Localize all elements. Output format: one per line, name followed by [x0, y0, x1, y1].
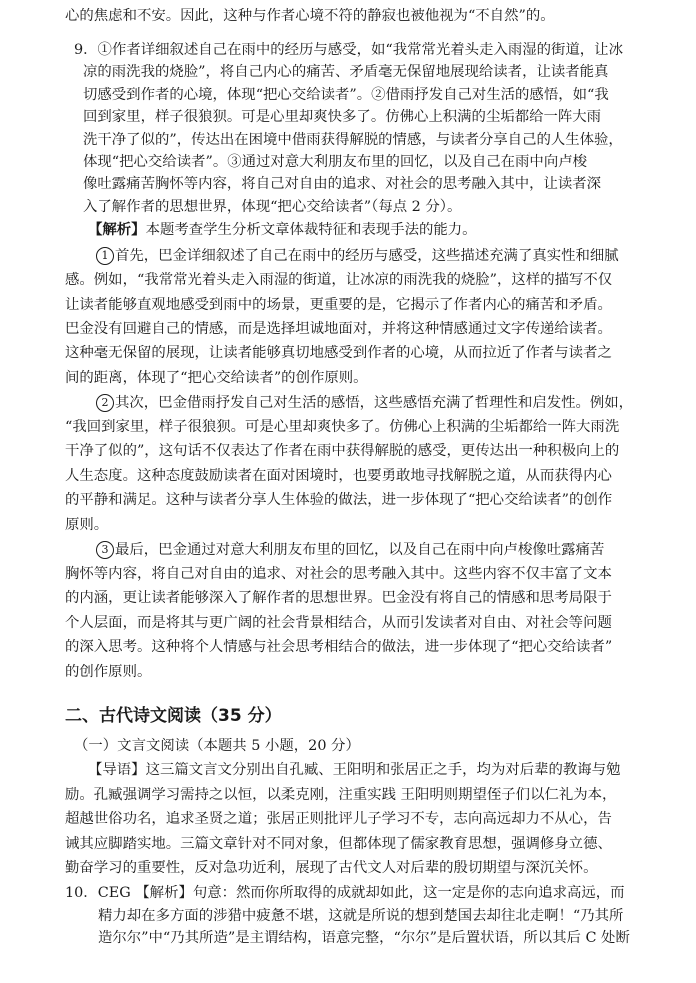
- line-text: 的内涵，更让读者能够深入了解作者的思想世界。巴金没有将自己的情感和思考局限于: [65, 590, 612, 606]
- line-text: 10．CEG 【解析】句意：然而你所取得的成就却如此，这一定是你的志向追求高远，而: [65, 885, 625, 901]
- line-text: 人生态度。这种态度鼓励读者在面对困境时，也要勇敢地寻找解脱之道，从而获得内心: [65, 468, 612, 484]
- circled-number: 1: [96, 247, 114, 265]
- line-text: 回到家里，样子很狼狈。可是心里却爽快多了。仿佛心上积满的尘垢都给一阵大雨: [83, 109, 602, 125]
- line-text: 这种毫无保留的展现，让读者能够真切地感受到作者的心境，从而拉近了作者与读者之: [65, 345, 612, 361]
- text-line: [0, 490, 696, 510]
- line-text: 凉的雨洗我的烧脸”，将自己内心的痛苦、矛盾毫无保留地展现给读者，让读者能真: [83, 64, 609, 80]
- line-text: 9．①作者详细叙述自己在雨中的经历与感受，如“我常常光着头走入雨湿的街道，让冰: [74, 42, 623, 58]
- text-line: [0, 883, 696, 903]
- text-line: [0, 270, 696, 290]
- line-text: 其次，巴金借雨抒发自己对生活的感悟，这些感悟充满了哲理性和启发性。例如，: [115, 395, 634, 411]
- text-line: [0, 393, 696, 413]
- section-heading: [0, 706, 696, 726]
- text-line: [0, 368, 696, 388]
- line-text: 造尔尔”中“乃其所造”是主谓结构，语意完整，“尔尔”是后置状语，所以其后 C 处断: [98, 930, 630, 946]
- text-line: [0, 319, 696, 339]
- line-text: 本题考查学生分析文章体裁特征和表现手法的能力。: [145, 222, 477, 238]
- line-text: 感。例如，“我常常光着头走入雨湿的街道，让冰凉的雨洗我的烧脸”，这样的描写不仅: [65, 272, 613, 288]
- text-line: [0, 637, 696, 657]
- text-line: [0, 85, 696, 105]
- line-text: 个人层面，而是将其与更广阔的社会背景相结合，从而引发读者对自由、对社会等问题: [65, 615, 612, 631]
- line-text: 首先，巴金详细叙述了自己在雨中的经历与感受，这些描述充满了真实性和细腻: [115, 248, 619, 264]
- text-line: [0, 662, 696, 682]
- line-text: 巴金没有回避自己的情感，而是选择坦诚地面对，并将这种情感通过文字传递给读者。: [65, 321, 612, 337]
- text-line: [0, 515, 696, 535]
- line-text: 原则。: [65, 517, 109, 533]
- text-line: [0, 295, 696, 315]
- text-line: [0, 834, 696, 854]
- text-line: [0, 809, 696, 829]
- text-line: [0, 540, 696, 560]
- line-text: 的深入思考。这种将个人情感与社会思考相结合的做法，进一步体现了“把心交给读者”: [65, 639, 613, 655]
- line-text: 励。孔臧强调学习需持之以恒，以柔克刚，注重实践 王阳明则期望侄子们以仁礼为本，: [65, 787, 617, 803]
- text-line: [0, 343, 696, 363]
- text-line: [0, 906, 696, 926]
- line-text: 超越世俗功名，追求圣贤之道；张居正则批评儿子学习不专，志向高远却力不从心，告: [65, 811, 612, 827]
- text-line: [0, 246, 696, 266]
- text-line: [0, 588, 696, 608]
- text-line: [0, 466, 696, 486]
- line-text: 诫其应脚踏实地。三篇文章针对不同对象，但都体现了儒家教育思想，强调修身立德、: [65, 836, 612, 852]
- line-text: 二、古代诗文阅读（35 分）: [65, 706, 282, 726]
- line-text: 干净了似的”，这句话不仅表达了作者在雨中获得解脱的感受，更传达出一种积极向上的: [65, 443, 620, 459]
- line-text: 让读者能够直观地感受到雨中的场景，更重要的是，它揭示了作者内心的痛苦和矛盾。: [65, 297, 612, 313]
- line-text: （一）文言文阅读（本题共 5 小题，20 分）: [74, 738, 360, 754]
- line-text: 像吐露痛苦胸怀等内容，将自己对自由的追求、对社会的思考融入其中，让读者深: [83, 176, 602, 192]
- text-line: [0, 736, 696, 756]
- text-line: [0, 417, 696, 437]
- text-line: [0, 928, 696, 948]
- line-text: 【导语】这三篇文言文分别出自孔臧、王阳明和张居正之手，均为对后辈的教诲与勉: [88, 762, 621, 778]
- line-text: 最后，巴金通过对意大利朋友布里的回忆，以及自己在雨中向卢梭像吐露痛苦: [115, 542, 605, 558]
- line-text: 的创作原则。: [65, 664, 152, 680]
- text-line: [0, 130, 696, 150]
- line-text: 切感受到作者的心境，体现“把心交给读者”。②借雨抒发自己对生活的感悟，如“我: [83, 87, 609, 103]
- line-text: 心的焦虑和不安。因此，这种与作者心境不符的静寂也被他视为“不自然”的。: [65, 8, 555, 24]
- line-text: 间的距离，体现了“把心交给读者”的创作原则。: [65, 370, 368, 386]
- text-line: [0, 760, 696, 780]
- text-line: [0, 174, 696, 194]
- text-line: [0, 197, 696, 217]
- line-text: “我回到家里，样子很狼狈。可是心里却爽快多了。仿佛心上积满的尘垢都给一阵大雨洗: [65, 419, 620, 435]
- text-line: [0, 62, 696, 82]
- text-line: [0, 152, 696, 172]
- analysis-tag: 【解析】: [88, 221, 146, 238]
- circled-number: 2: [96, 394, 114, 412]
- text-line: [0, 613, 696, 633]
- line-text: 体现“把心交给读者”。③通过对意大利朋友布里的回忆，以及自己在雨中向卢梭: [83, 154, 587, 170]
- text-line: [0, 6, 696, 26]
- text-line: [0, 858, 696, 878]
- line-text: 洗干净了似的”，传达出在困境中借雨获得解脱的情感，与读者分享自己的人生体验，: [83, 132, 623, 148]
- text-line: [0, 441, 696, 461]
- line-text: 入了解作者的思想世界，体现“把心交给读者”（每点 2 分）。: [83, 199, 462, 215]
- text-line: [0, 564, 696, 584]
- text-line: [0, 785, 696, 805]
- text-line: [0, 107, 696, 127]
- text-line: [0, 40, 696, 60]
- line-text: 的平静和满足。这种与读者分享人生体验的做法，进一步体现了“把心交给读者”的创作: [65, 492, 613, 508]
- circled-number: 3: [96, 541, 114, 559]
- line-text: 胸怀等内容，将自己对自由的追求、对社会的思考融入其中。这些内容不仅丰富了文本: [65, 566, 612, 582]
- line-text: 精力却在多方面的涉猎中疲惫不堪，这就是所说的想到楚国去却往北走啊！“乃其所: [98, 908, 624, 924]
- text-line: [0, 220, 696, 240]
- line-text: 勤奋学习的重要性，反对急功近利，展现了古代文人对后辈的殷切期望与深沉关怀。: [65, 860, 598, 876]
